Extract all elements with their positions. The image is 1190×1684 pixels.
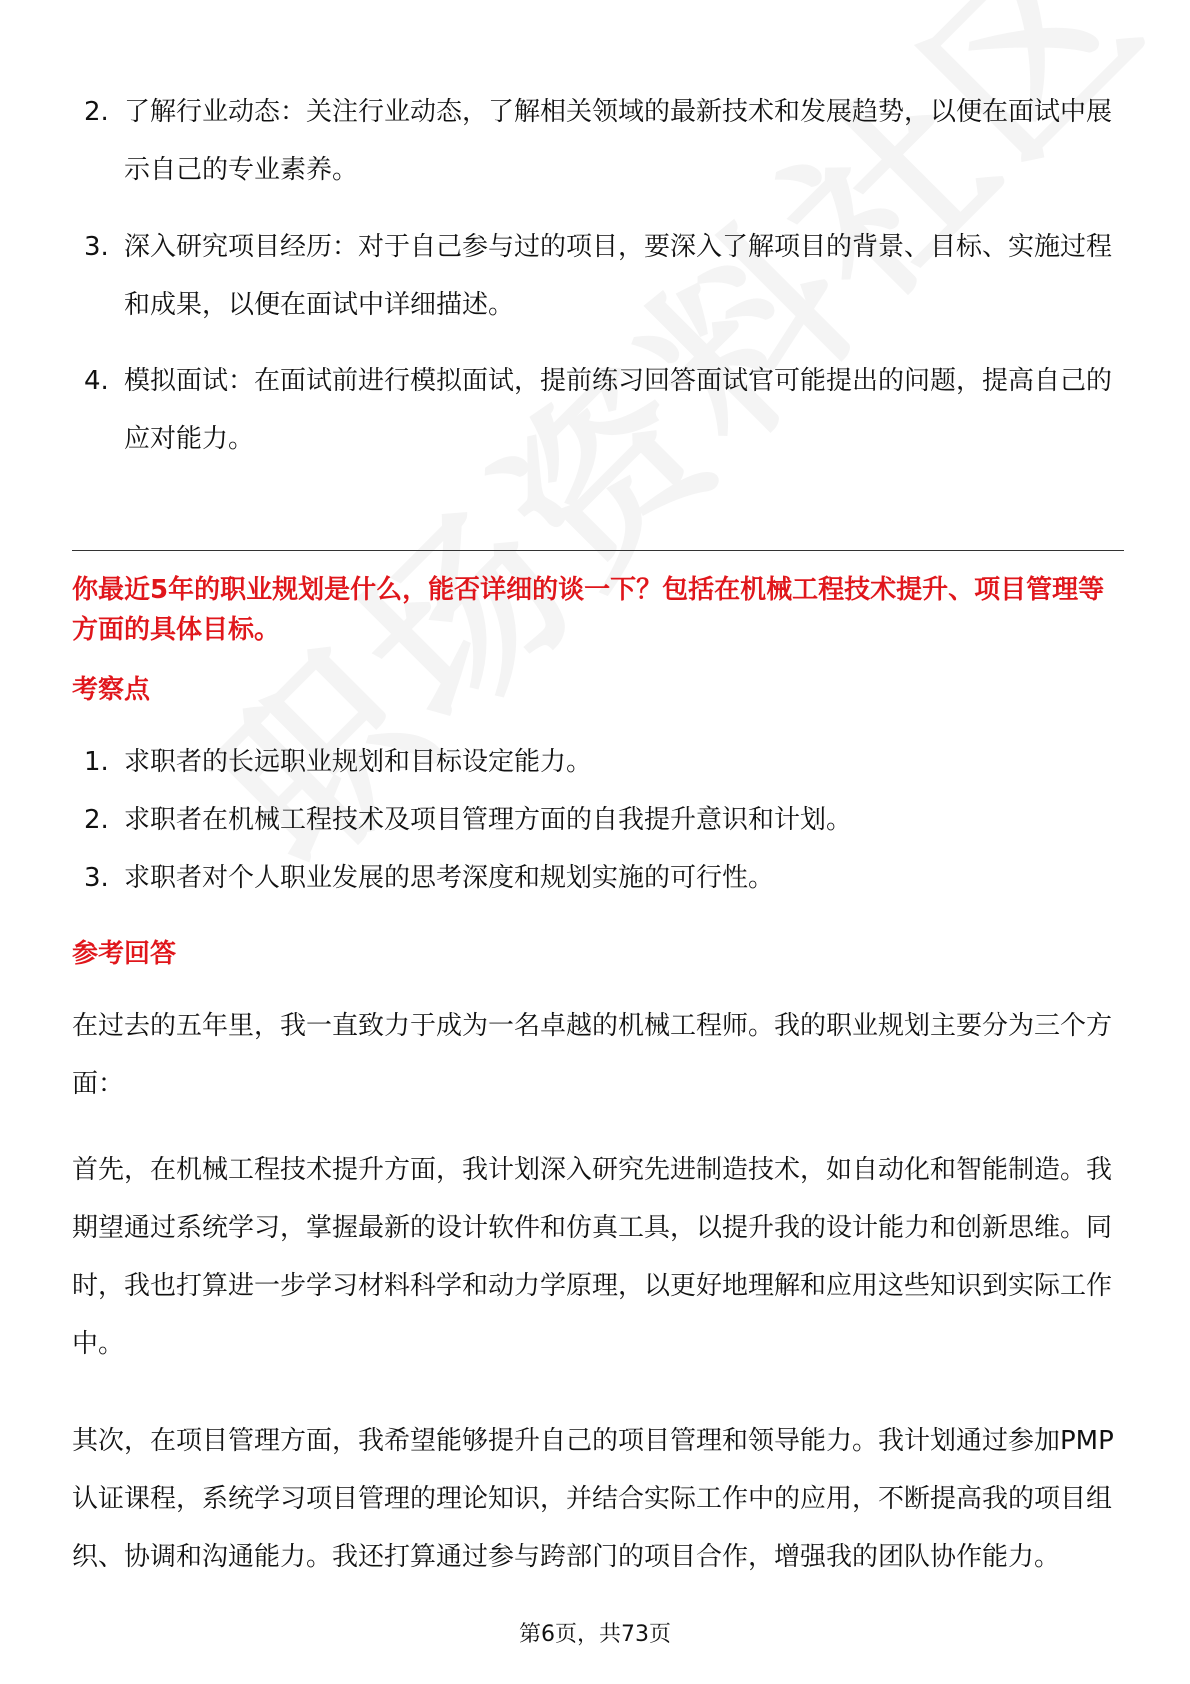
- interview-question: 你最近5年的职业规划是什么，能否详细的谈一下？包括在机械工程技术提升、项目管理等方面的具体目标。: [72, 575, 1105, 645]
- list-item: [84, 800, 1114, 840]
- reference-answer-heading: 参考回答: [72, 939, 177, 969]
- list-text: 求职者对个人职业发展的思考深度和规划实施的可行性。: [124, 863, 775, 893]
- answer-paragraph: 其次，在项目管理方面，我希望能够提升自己的项目管理和领导能力。我计划通过参加PMP认证课程，系统学习项目管理的理论知识，并结合实际工作中的应用，不断提高我的项目组织、协调和沟通能力。我还打算通过参与跨部门的项目合作，增强我的团队协作能力。: [72, 1426, 1114, 1572]
- list-number: 3.: [84, 863, 109, 893]
- list-number: 1.: [84, 747, 109, 777]
- section-divider: [72, 550, 1124, 551]
- list-text: 了解行业动态：关注行业动态，了解相关领域的最新技术和发展趋势，以便在面试中展示自己的专业素养。: [124, 97, 1113, 185]
- list-number: 2.: [84, 805, 109, 835]
- list-text: 求职者在机械工程技术及项目管理方面的自我提升意识和计划。: [124, 805, 853, 835]
- list-item: [84, 742, 1114, 782]
- answer-paragraph: 在过去的五年里，我一直致力于成为一名卓越的机械工程师。我的职业规划主要分为三个方面：: [72, 1011, 1113, 1099]
- list-item: [84, 858, 1114, 898]
- list-item: [84, 352, 1114, 468]
- list-number: 3.: [84, 232, 109, 262]
- list-item: [84, 218, 1114, 334]
- list-text: 模拟面试：在面试前进行模拟面试，提前练习回答面试官可能提出的问题，提高自己的应对能力。: [124, 366, 1113, 454]
- list-number: 4.: [84, 366, 109, 396]
- exam-points-heading: 考察点: [72, 675, 151, 705]
- list-text: 深入研究项目经历：对于自己参与过的项目，要深入了解项目的背景、目标、实施过程和成果，以便在面试中详细描述。: [124, 232, 1113, 320]
- list-item: [84, 83, 1114, 199]
- page-number: 第6页，共73页: [519, 1622, 671, 1647]
- list-number: 2.: [84, 97, 109, 127]
- list-text: 求职者的长远职业规划和目标设定能力。: [124, 747, 593, 777]
- answer-paragraph: 首先，在机械工程技术提升方面，我计划深入研究先进制造技术，如自动化和智能制造。我期望通过系统学习，掌握最新的设计软件和仿真工具，以提升我的设计能力和创新思维。同时，我也打算进一步学习材料科学和动力学原理，以更好地理解和应用这些知识到实际工作中。: [72, 1155, 1113, 1359]
